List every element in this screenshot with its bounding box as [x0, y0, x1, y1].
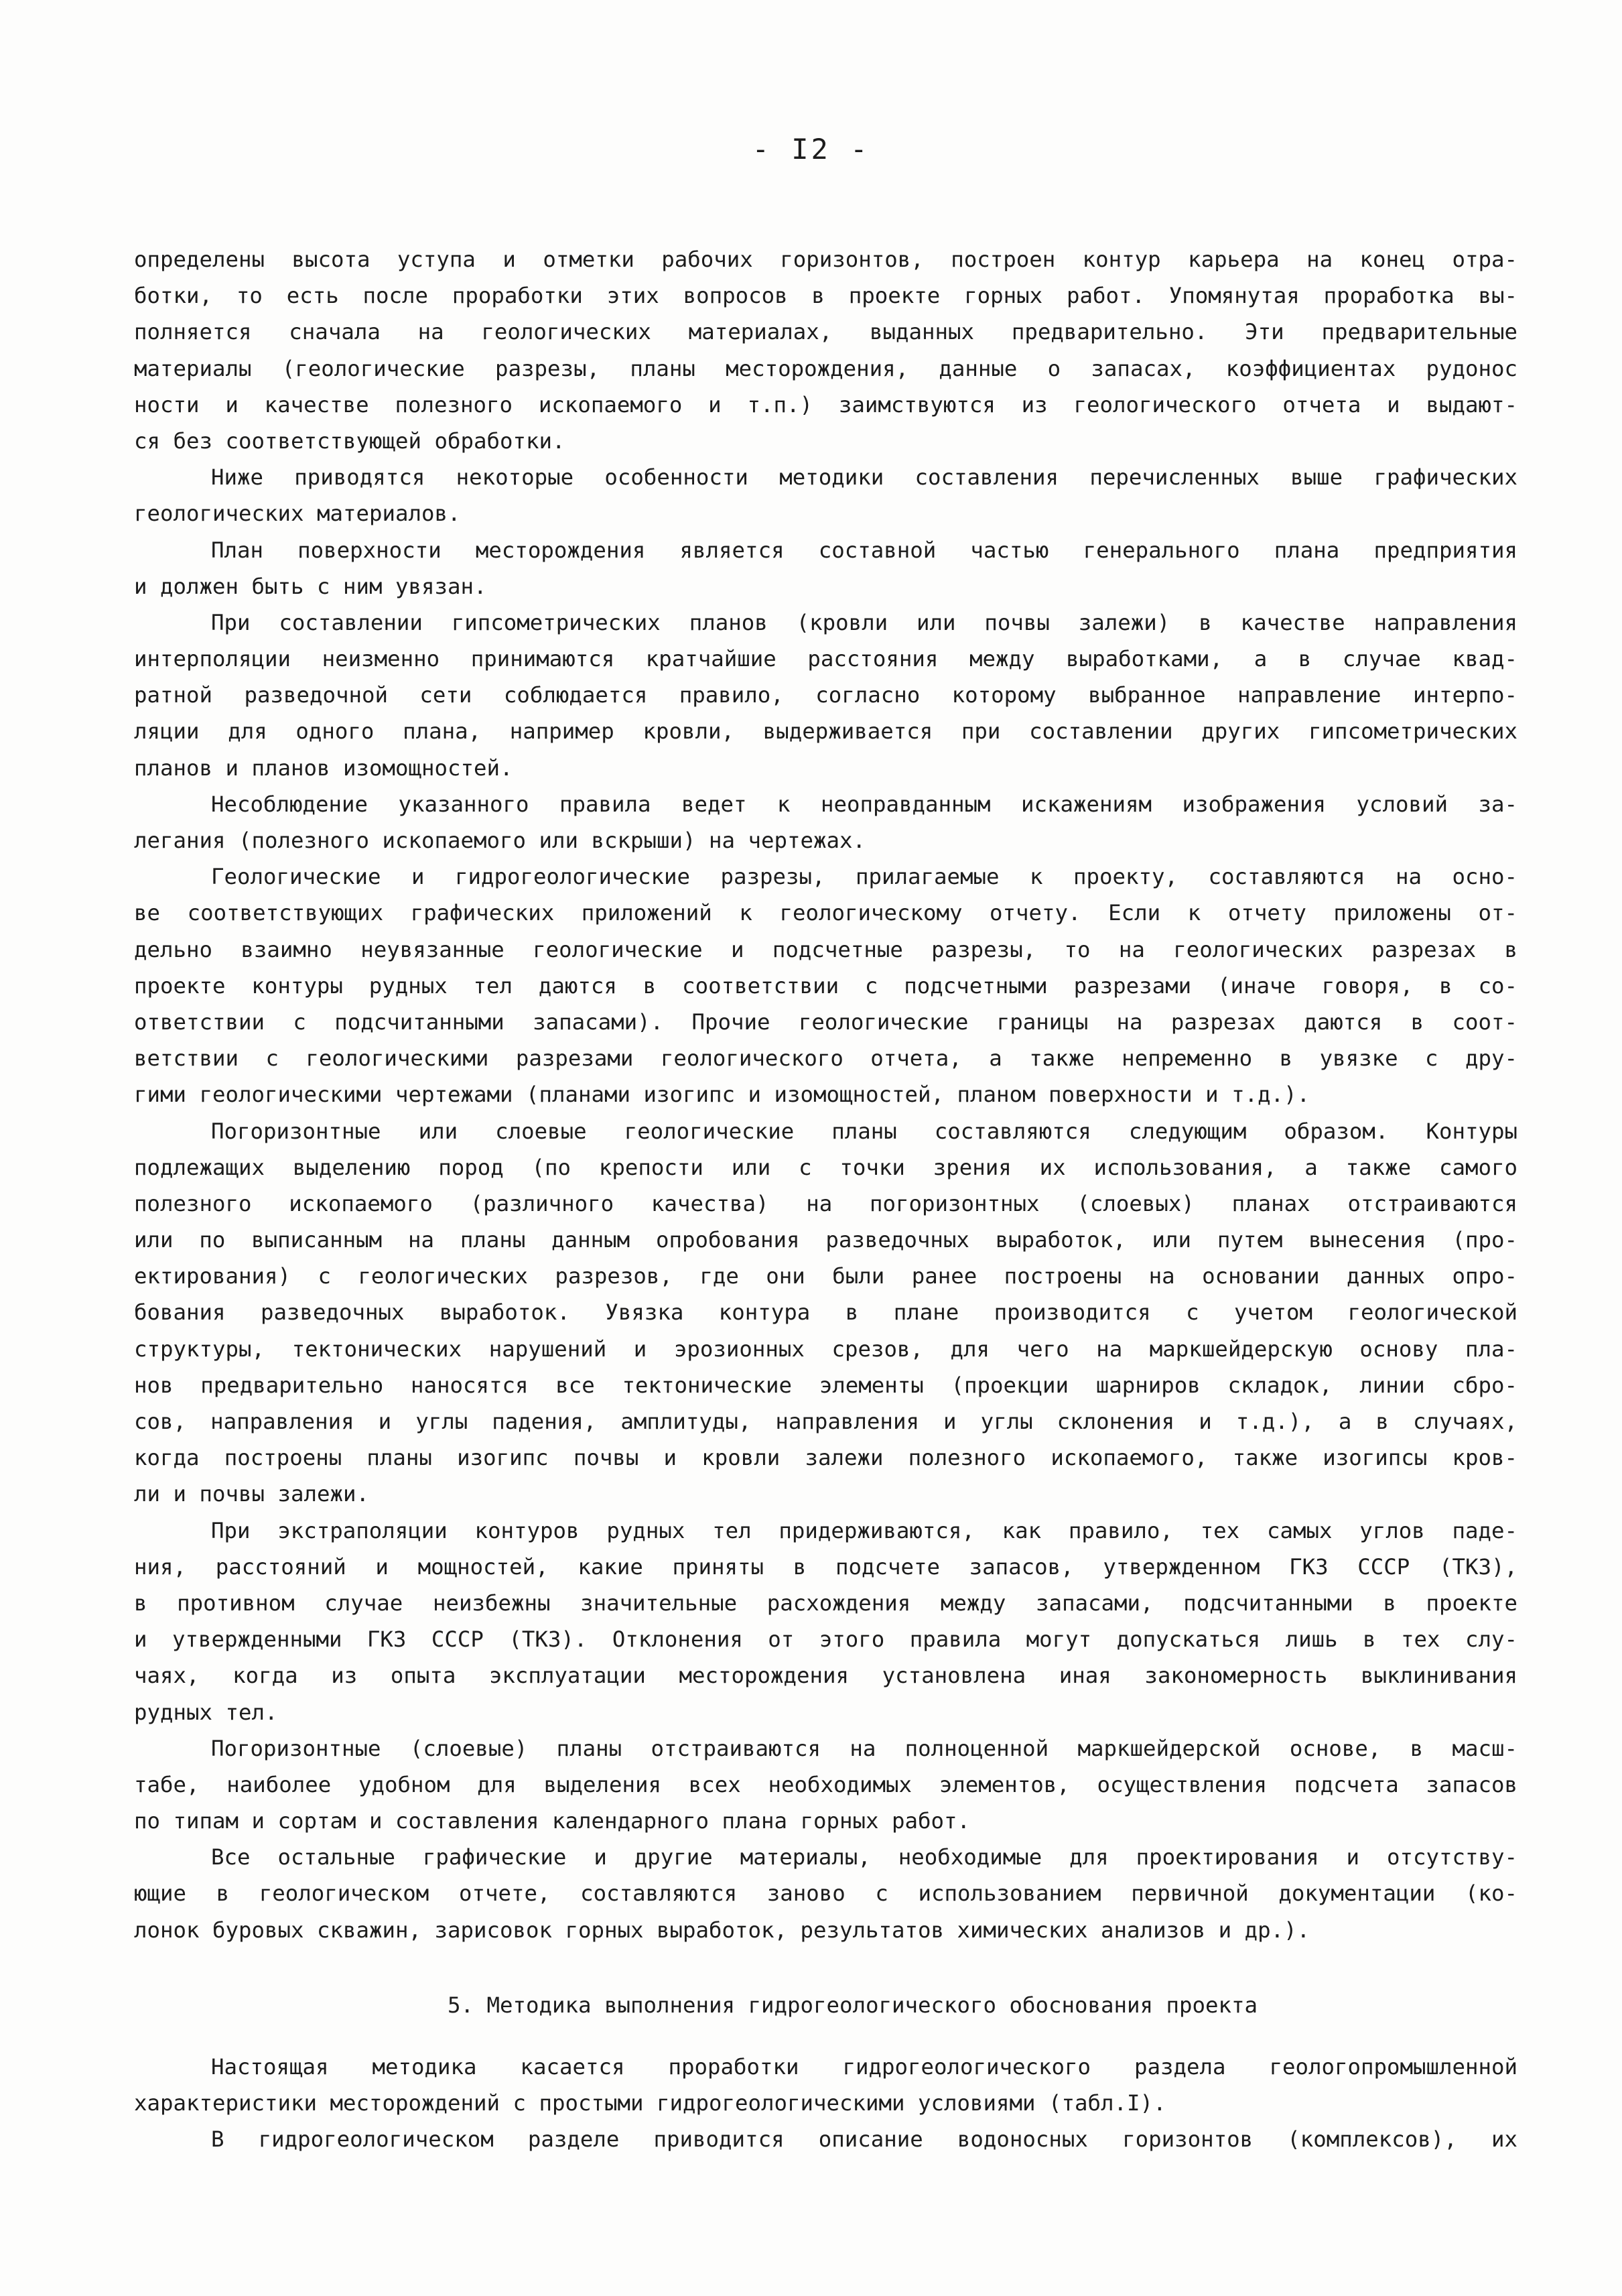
text-line: ния, расстояний и мощностей, какие приняты в подсчете запасов, утвержденном ГКЗ СССР (ТКЗ),	[134, 1553, 1517, 1580]
text-line: ратной разведочной сети соблюдается правило, согласно которому выбранное направление интерпо-	[134, 682, 1517, 708]
text-line: дельно взаимно неувязанные геологические и подсчетные разрезы, то на геологических разрезах в	[134, 936, 1517, 962]
text-line: ве соответствующих графических приложений к геологическому отчету. Если к отчету приложены от-	[134, 900, 1517, 926]
text-line: в противном случае неизбежны значительные расхождения между запасами, подсчитанными в проекте	[134, 1590, 1517, 1616]
text-line: полняется сначала на геологических материалах, выданных предварительно. Эти предварительные	[134, 319, 1517, 345]
text-line: по типам и сортам и составления календарного плана горных работ.	[134, 1808, 971, 1834]
text-line: табе, наиболее удобном для выделения всех необходимых элементов, осуществления подсчета запасов	[134, 1771, 1517, 1797]
text-line: Геологические и гидрогеологические разрезы, прилагаемые к проекту, составляются на осно-	[211, 864, 1517, 890]
text-line: гими геологическими чертежами (планами изогипс и изомощностей, планом поверхности и т.д.).	[134, 1082, 1310, 1108]
text-line: План поверхности месторождения является составной частью генерального плана предприятия	[211, 537, 1517, 563]
text-line: или по выписанным на планы данным опробования разведочных выработок, или путем вынесения (про-	[134, 1227, 1517, 1253]
text-line: Погоризонтные или слоевые геологические планы составляются следующим образом. Контуры	[211, 1118, 1517, 1144]
text-line: Погоризонтные (слоевые) планы отстраиваются на полноценной маркшейдерской основе, в масш-	[211, 1735, 1517, 1761]
text-line: Ниже приводятся некоторые особенности методики составления перечисленных выше графических	[211, 464, 1517, 491]
text-line: ветствии с геологическими разрезами геологического отчета, а также непременно в увязке с дру-	[134, 1045, 1517, 1072]
text-line: когда построены планы изогипс почвы и кровли залежи полезного ископаемого, также изогипсы кров-	[134, 1445, 1517, 1471]
text-line: ляции для одного плана, например кровли, выдерживается при составлении других гипсометрических	[134, 718, 1517, 745]
text-line: чаях, когда из опыта эксплуатации месторождения установлена иная закономерность выклинивания	[134, 1663, 1517, 1689]
page-number: - I2 -	[752, 133, 870, 166]
section-heading: 5. Методика выполнения гидрогеологического обоснования проекта	[447, 1992, 1258, 2018]
text-line: ектирования) с геологических разрезов, где они были ранее построены на основании данных опро-	[134, 1263, 1517, 1289]
text-line: ответствии с подсчитанными запасами). Прочие геологические границы на разрезах даются в соот-	[134, 1009, 1517, 1035]
section-text-body	[134, 2049, 1517, 2158]
text-line: определены высота уступа и отметки рабочих горизонтов, построен контур карьера на конец отра-	[134, 247, 1517, 272]
text-line: проекте контуры рудных тел даются в соответствии с подсчетными разрезами (иначе говоря, в со-	[134, 972, 1517, 999]
text-line: бования разведочных выработок. Увязка контура в плане производится с учетом геологической	[134, 1299, 1517, 1326]
text-line: структуры, тектонических нарушений и эрозионных срезов, для чего на маркшейдерскую основу пла-	[134, 1336, 1517, 1362]
text-line: интерполяции неизменно принимаются кратчайшие расстояния между выработками, а в случае квад-	[134, 646, 1517, 672]
text-line: Несоблюдение указанного правила ведет к неоправданным искажениям изображения условий за-	[211, 791, 1517, 817]
text-line: подлежащих выделению пород (по крепости или с точки зрения их использования, а также самого	[134, 1154, 1517, 1180]
text-line: ющие в геологическом отчете, составляются заново с использованием первичной документации (ко-	[134, 1880, 1517, 1907]
text-line: сов, направления и углы падения, амплитуды, направления и углы склонения и т.д.), а в случаях,	[134, 1409, 1517, 1434]
text-line: При составлении гипсометрических планов (кровли или почвы залежи) в качестве направления	[211, 609, 1517, 635]
text-line: В гидрогеологическом разделе приводится описание водоносных горизонтов (комплексов), их	[211, 2126, 1517, 2153]
text-line: При экстраполяции контуров рудных тел придерживаются, как правило, тех самых углов паде-	[211, 1517, 1517, 1543]
text-line: и должен быть с ним увязан.	[134, 573, 487, 599]
text-line: геологических материалов.	[134, 501, 461, 527]
text-line: легания (полезного ископаемого или вскрыши) на чертежах.	[134, 828, 866, 853]
text-line: Все остальные графические и другие материалы, необходимые для проектирования и отсутству-	[211, 1844, 1517, 1870]
text-line: нов предварительно наносятся все тектонические элементы (проекции шарниров складок, линии сбро-	[134, 1372, 1517, 1398]
text-line: Настоящая методика касается проработки гидрогеологического раздела геологопромышленной	[211, 2054, 1517, 2080]
text-line: ности и качестве полезного ископаемого и т.п.) заимствуются из геологического отчета и выдают-	[134, 391, 1517, 418]
main-text-body	[134, 241, 1517, 1948]
text-line: ли и почвы залежи.	[134, 1481, 370, 1507]
section-5	[134, 1987, 1517, 2158]
text-line: лонок буровых скважин, зарисовок горных выработок, результатов химических анализов и др.).	[134, 1917, 1310, 1943]
text-line: ся без соответствующей обработки.	[134, 428, 565, 454]
text-line: и утвержденными ГКЗ СССР (ТКЗ). Отклонения от этого правила могут допускаться лишь в тех слу-	[134, 1627, 1517, 1653]
text-line: планов и планов изомощностей.	[134, 755, 513, 781]
text-line: рудных тел.	[134, 1699, 278, 1725]
text-line: характеристики месторождений с простыми гидрогеологическими условиями (табл.I).	[134, 2090, 1166, 2116]
text-line: ботки, то есть после проработки этих вопросов в проекте горных работ. Упомянутая проработка вы-	[134, 283, 1517, 309]
text-line: материалы (геологические разрезы, планы месторождения, данные о запасах, коэффициентах рудонос	[134, 355, 1517, 381]
text-line: полезного ископаемого (различного качества) на погоризонтных (слоевых) планах отстраиваются	[134, 1190, 1517, 1216]
